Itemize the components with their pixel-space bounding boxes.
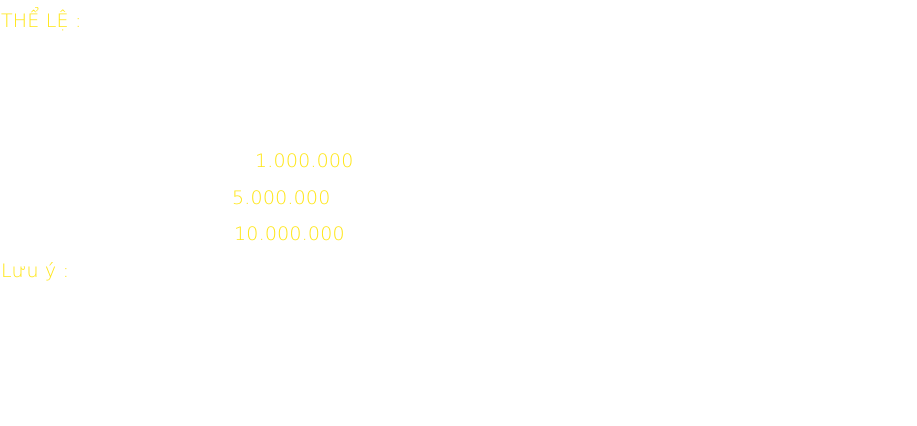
prize-amount-1: 1.000.000 bbox=[255, 150, 354, 172]
rules-title: THỂ LỆ : bbox=[1, 10, 82, 32]
note-label: Lưu ý : bbox=[1, 260, 70, 282]
prize-amount-3: 10.000.000 bbox=[234, 223, 345, 245]
prize-amount-2: 5.000.000 bbox=[232, 187, 331, 209]
